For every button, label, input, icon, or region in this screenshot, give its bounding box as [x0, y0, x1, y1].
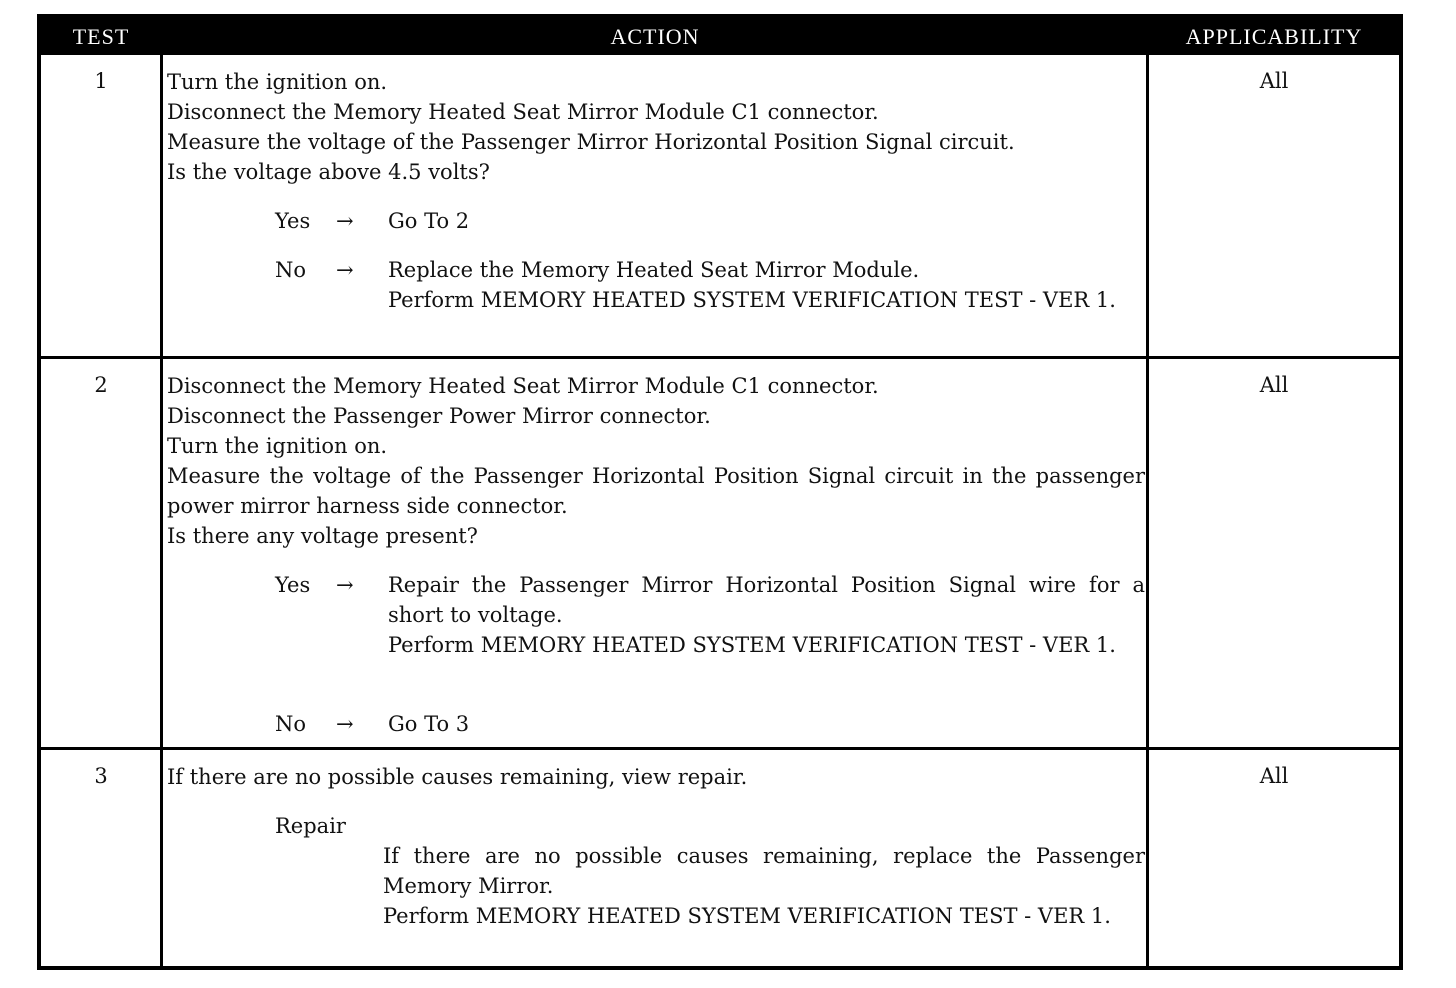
action-line: Measure the voltage of the Passenger Horizontal Position Signal circuit in the passenger power mirror harness side connector. — [167, 464, 1145, 518]
action-line: Is there any voltage present? — [167, 524, 478, 548]
arrow-right-icon: → — [336, 258, 354, 282]
repair-block — [167, 811, 1145, 931]
yes-result — [388, 206, 1145, 236]
header-test: TEST — [72, 24, 130, 49]
no-response — [167, 255, 1145, 312]
repair-result — [167, 841, 1145, 931]
yes-label: Yes — [275, 573, 311, 597]
action-cell — [167, 762, 1145, 931]
action-line: Disconnect the Memory Heated Seat Mirror Module C1 connector. — [167, 100, 879, 124]
action-line: Turn the ignition on. — [167, 434, 388, 458]
no-label: No — [275, 712, 307, 736]
table-header — [41, 18, 1399, 55]
arrow-right-icon: → — [336, 209, 354, 233]
result-line: Go To 3 — [388, 712, 470, 736]
table-row — [41, 55, 1399, 357]
repair-label: Repair — [275, 814, 346, 838]
yes-response — [167, 206, 1145, 236]
test-number: 1 — [94, 69, 108, 93]
applicability-cell: All — [1259, 69, 1289, 93]
table-row — [41, 356, 1399, 748]
action-line: Disconnect the Passenger Power Mirror connector. — [167, 404, 711, 428]
action-cell — [167, 67, 1145, 312]
header-action: ACTION — [610, 24, 700, 49]
action-line: Disconnect the Memory Heated Seat Mirror Module C1 connector. — [167, 374, 879, 398]
action-line: Is the voltage above 4.5 volts? — [167, 160, 490, 184]
arrow-right-icon: → — [336, 712, 354, 736]
header-applicability: APPLICABILITY — [1185, 24, 1363, 49]
no-response — [167, 709, 1145, 739]
diagnostic-test-table — [37, 14, 1403, 970]
yes-result — [388, 570, 1145, 660]
no-label: No — [275, 258, 307, 282]
result-line: If there are no possible causes remaining, replace the Passenger Memory Mirror. — [383, 844, 1145, 898]
table-row — [41, 747, 1399, 966]
applicability-cell: All — [1259, 764, 1289, 788]
no-result — [388, 709, 1145, 739]
applicability-cell: All — [1259, 373, 1289, 397]
test-number: 3 — [94, 764, 108, 788]
result-line: Perform MEMORY HEATED SYSTEM VERIFICATION TEST - VER 1. — [388, 288, 1116, 312]
yes-label: Yes — [275, 209, 311, 233]
result-line: Perform MEMORY HEATED SYSTEM VERIFICATION TEST - VER 1. — [383, 904, 1111, 928]
arrow-right-icon: → — [336, 573, 354, 597]
test-number: 2 — [94, 373, 108, 397]
yes-response — [167, 570, 1145, 690]
result-line: Go To 2 — [388, 209, 470, 233]
action-line: Measure the voltage of the Passenger Mirror Horizontal Position Signal circuit. — [167, 130, 1015, 154]
result-line: Repair the Passenger Mirror Horizontal Position Signal wire for a short to voltage. — [388, 573, 1145, 627]
no-result — [388, 255, 1145, 315]
result-line: Replace the Memory Heated Seat Mirror Module. — [388, 258, 920, 282]
action-cell — [167, 371, 1145, 739]
result-line: Perform MEMORY HEATED SYSTEM VERIFICATION TEST - VER 1. — [388, 633, 1116, 657]
action-line: Turn the ignition on. — [167, 70, 388, 94]
action-line: If there are no possible causes remaining, view repair. — [167, 765, 748, 789]
